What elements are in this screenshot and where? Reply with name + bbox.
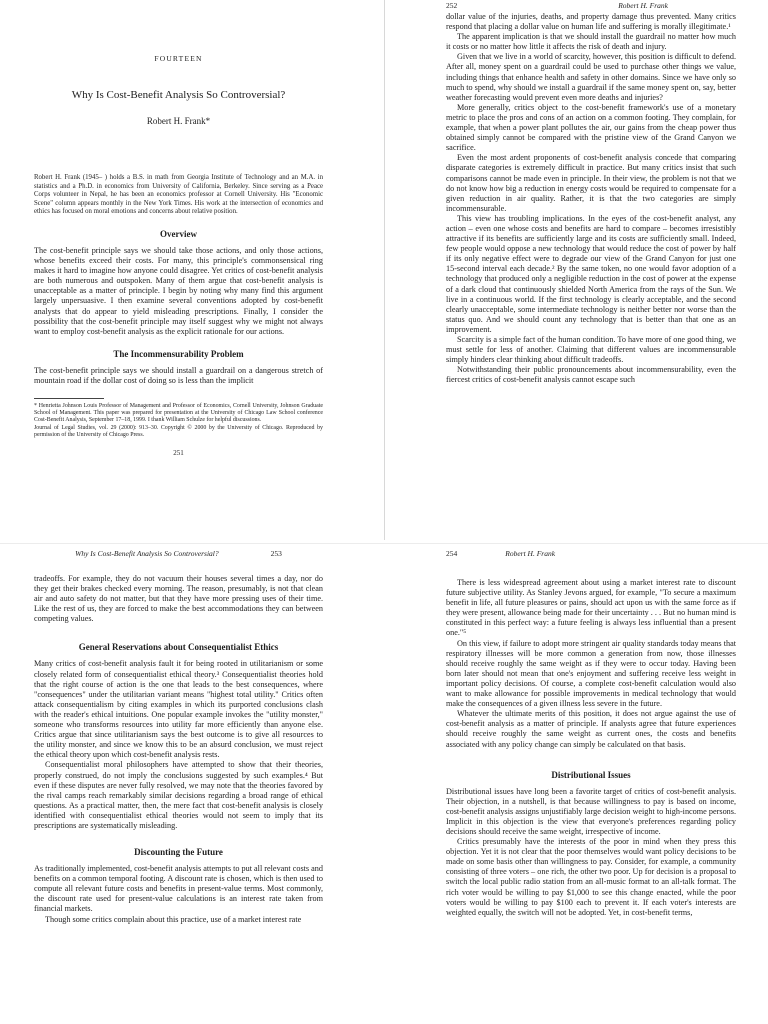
paragraph: As traditionally implemented, cost-benefit analysis attempts to put all relevant costs and benefits on a common temporal footing. A discount rate is chosen, which is then used to compute all relevant future costs and benefits in present-value terms. Most commonly, the discount rate used for present-value calculations is an interest rate taken from financial markets. [34,864,323,914]
running-head-title: Robert H. Frank [505,549,556,558]
section-heading-distributional: Distributional Issues [551,769,631,780]
page-number: 253 [270,549,282,558]
paragraph: Even the most ardent proponents of cost-benefit analysis concede that comparing disparate categories is extremely difficult in practice. But many critics insist that such comparisons cannot be made even in principle. In their view, the problem is not that we do not know how big a reduction in energy costs would be required to compensate for a given reduction in air quality. Rather, it is that the two categories are simply incommensurable. [446,153,736,213]
page-separator [0,543,768,544]
page-254 [446,548,736,1024]
author-name: Robert H. Frank* [146,116,211,126]
paragraph: Notwithstanding their public pronouncements about incommensurability, even the fiercest critics of cost-benefit analysis cannot escape such [446,365,736,385]
footnote-affiliation: * Henrietta Johnson Louis Professor of Management and Professor of Economics, Cornell University, Johnson Graduate School of Management. This paper was prepared for presentation at the University of Chicago Law School conference Cost-Benefit Analysis, September 17–18, 1999. I thank William Schulze for helpful discussions. [34,403,323,424]
running-head [446,0,736,12]
running-head-title: Why Is Cost-Benefit Analysis So Controversial? [75,549,219,558]
paragraph: Many critics of cost-benefit analysis fault it for being rooted in utilitarianism or some closely related form of consequentialist ethical theory.³ Consequentialist theories hold that the right course of action is the one that leads to the best consequences, where "consequences" under the utilitarian variant means "highest total utility." Critics often attack consequentialism by citing examples in which its purported conclusions clash with the reader's ethical intuitions. One popular example invokes the "utility monster," someone who transforms resources into utility far more efficiently than anyone else. Critics argue that since utilitarianism says the best outcome is to give all resources to the utility monster, and since we know this to be an absurd conclusion, we must reject the ethical theory upon which cost-benefit analysis rests. [34,659,323,760]
paragraph: Though some critics complain about this practice, use of a market interest rate [45,914,302,924]
paragraph: There is less widespread agreement about using a market interest rate to discount future subjective utility. As Stanley Jevons argued, for example, "To secure a maximum benefit in life, all future pleasures or pains, should act upon us with the same force as if they were present, allowance being made for their uncertainty . . . But no human mind is constituted in this perfect way: a future feeling is always less influential than a present one."⁵ [446,578,736,638]
running-head [446,548,736,560]
chapter-number: FOURTEEN [154,54,203,63]
section-heading-discounting: Discounting the Future [134,847,223,858]
paragraph: More generally, critics object to the cost-benefit framework's use of a monetary metric to place the pros and cons of an action on a common footing. They complain, for example, that when a power plant pollutes the air, our gains from the cheap power thus obtained simply cannot be compared with the pristine view of the Grand Canyon we sacrifice. [446,102,736,153]
paragraph: Scarcity is a simple fact of the human condition. To have more of one good thing, we must settle for less of another. Claiming that different values are incommensurable simply hinders clear thinking about difficult tradeoffs. [446,335,736,365]
section-heading-general-reservations: General Reservations about Consequentialist Ethics [78,642,279,653]
chapter-title: Why Is Cost-Benefit Analysis So Controversial? [71,89,286,101]
section-heading-incommensurability: The Incommensurability Problem [113,348,244,359]
paragraph: Consequentialist moral philosophers have attempted to show that their theories, properly construed, do not imply the conclusions suggested by such examples.⁴ But even if these disputes are never fully resolved, we may note that the theories favored by the rival camps reach remarkably similar decisions regarding a broad range of ethical questions. As a practical matter, then, the mere fact that cost-benefit analysis is closely identified with consequentialist ethical theories would not seem to imply that its prescriptions are systematically misleading. [34,760,323,830]
paragraph: Whatever the ultimate merits of this position, it does not argue against the use of cost-benefit analysis as a matter of principle. If analysts agree that future experiences should receive roughly the same weight as current ones, the costs and benefits associated with any policy change can simply be calculated on that basis. [446,709,736,749]
paragraph: On this view, if failure to adopt more stringent air quality standards today means that respiratory illnesses will be more common a generation from now, those illnesses should receive roughly the same weight as if they were to occur today. Having been born later should not mean that one's enjoyment and suffering receive less weight in important policy decisions. Of course, a complete cost-benefit calculation would also want to make allowance for possible improvements in medical technology that would make the consequences of a given illness less severe in the future. [446,638,736,709]
paragraph-overview: The cost-benefit principle says we should take those actions, and only those actions, whose benefits exceed their costs. For many, this principle's commonsensical ring makes it hard to imagine how anyone could disagree. Yet critics of cost-benefit analysis are both numerous and outspoken. Many of them argue that cost-benefit analysis is unacceptable as a matter of principle. I begin by noting why many find this argument largely unpersuasive. I then examine several conventions adopted by cost-benefit analysts that do appear to yield misleading prescriptions. Finally, I consider the possibility that the cost-benefit principle may itself suggest why we might not always want to employ cost-benefit analysis as the explicit rationale for our actions. [34,245,323,336]
page-251 [34,0,323,540]
paragraph: This view has troubling implications. In the eyes of the cost-benefit analyst, any action – even one whose costs and benefits are hard to compare – becomes irresistibly attractive if its benefits are sufficiently large and its costs are sufficiently small. Indeed, few people would oppose a new technology that would reduce the cost of power by half if its only negative effect were to degrade our view of the Grand Canyon for just one 15-second interval each decade.² By the same token, no one would favor adoption of a technology that produced only a negligible reduction in the cost of power at the expense of a dark cloud that continuously shielded North America from the rays of the Sun. We live in a continuous world. If the first technology is clearly acceptable, and the second clearly unacceptable, some intermediate technology is neither better nor worse than the status quo. And we should count any technology that is better than that one as an improvement. [446,213,736,334]
paragraph: Distributional issues have long been a favorite target of critics of cost-benefit analysis. Their objection, in a nutshell, is that because willingness to pay is based on income, cost-benefit analysis assigns unjustifiably large decision weight to high-income persons. Implicit in this objection is the view that everyone's preferences regarding policy decisions should receive the same weight, irrespective of income. [446,786,736,836]
author-bio: Robert H. Frank (1945– ) holds a B.S. in math from Georgia Institute of Technology and an M.A. in statistics and a Ph.D. in economics from University of California, Berkeley. Since serving as a Peace Corps volunteer in Nepal, he has been an economics professor at Cornell University. His "Economic Scene" column appears monthly in the New York Times. His work at the intersection of economics and ethics has focused on moral emotions and concerns about relative position. [34,174,323,216]
running-head [34,548,323,560]
footnote-rule [34,398,104,399]
footnote-citation: Journal of Legal Studies, vol. 29 (2000): 913–30. Copyright © 2000 by the University of Chicago. Reproduced by permission of the University of Chicago Press. [34,424,323,438]
page-number: 251 [173,449,184,458]
section-heading-overview: Overview [160,228,197,239]
page-253 [34,548,323,1024]
page-252 [446,0,736,540]
paragraph-incommensurability: The cost-benefit principle says we should install a guardrail on a dangerous stretch of mountain road if the dollar cost of doing so is less than the implicit [34,365,323,385]
paragraph: Critics presumably have the interests of the poor in mind when they press this objection. Yet it is not clear that the poor themselves would want policy decisions to be made on some basis other than willingness to pay. Consider, for example, a community consisting of three voters – one rich, the other two poor. Up for decision is a proposal to switch the local public radio station from an all-music format to an all-talk format. The rich voter would be willing to pay $1,000 to see this change enacted, while the poor voters would be willing to pay $100 each to prevent it. If each voter's interests are weighted equally, the switch will not be adopted. Yet, in cost-benefit terms, [446,837,736,917]
page-gutter [384,0,385,540]
page-number: 254 [446,549,458,558]
paragraph: tradeoffs. For example, they do not vacuum their houses several times a day, nor do they get their brakes checked every morning. The reason, presumably, is not that clean air and auto safety do not matter, but that they have more pressing uses of their time. Like the rest of us, they are forced to make the best accommodations they can between competing values. [34,574,323,624]
page-number: 252 [446,1,458,10]
paragraph: Given that we live in a world of scarcity, however, this position is difficult to defend. After all, money spent on a guardrail could be used to purchase other things we value, including things that enhance health and safety in other domains. Since we have only so much to spend, why should we install a guardrail if the same money spent on, say, better weather forecasting would prevent even more deaths and injuries? [446,52,736,102]
paragraph: dollar value of the injuries, deaths, and property damage thus prevented. Many critics respond that placing a dollar value on human life and suffering is morally illegitimate.¹ [446,12,736,32]
running-head-title: Robert H. Frank [618,1,668,10]
paragraph: The apparent implication is that we should install the guardrail no matter how much it costs or no matter how little it affects the risk of death and injury. [446,32,736,52]
